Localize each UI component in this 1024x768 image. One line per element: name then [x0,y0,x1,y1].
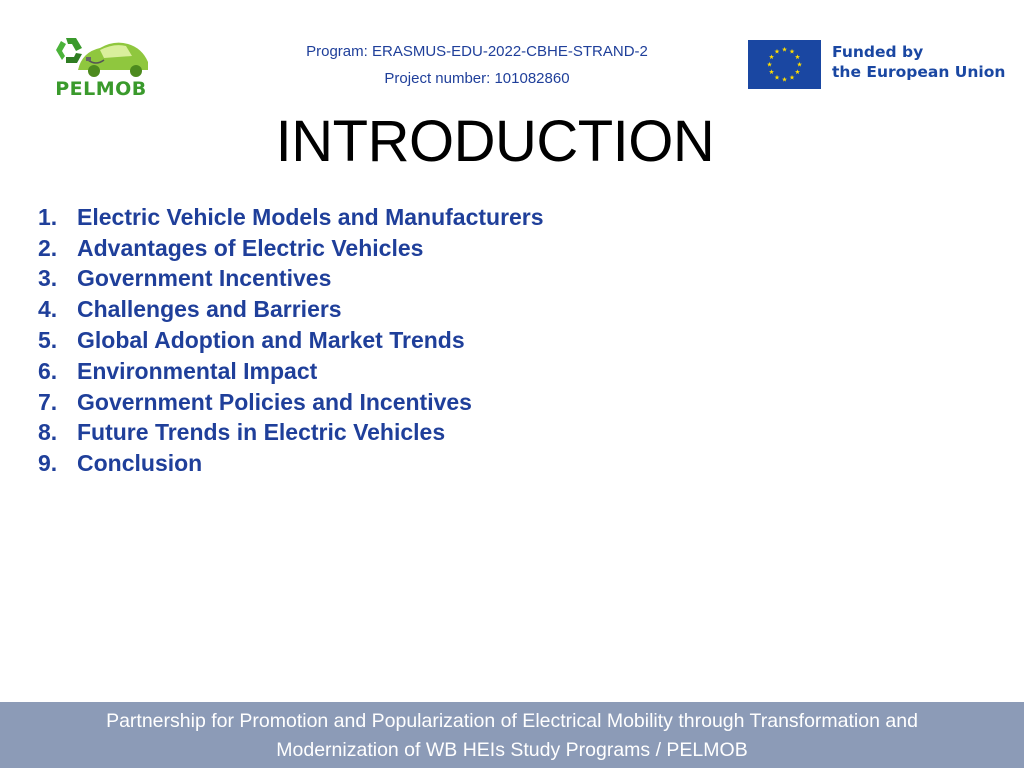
list-item [38,264,544,295]
item-label: Future Trends in Electric Vehicles [77,419,446,446]
item-number: 5. [38,327,58,354]
project-number: Project number: 101082860 [384,70,570,87]
item-label: Environmental Impact [77,357,318,384]
list-item [38,294,544,325]
footer-line2: Modernization of WB HEIs Study Programs / PELMOB [276,739,748,761]
pelmob-logo [48,30,154,102]
page-title: INTRODUCTION [275,109,715,174]
item-label: Electric Vehicle Models and Manufacturers [77,203,544,230]
program-info [250,38,704,92]
eu-funding-text [832,42,1005,82]
list-item [38,448,544,479]
item-label: Government Policies and Incentives [77,388,472,415]
list-item [38,202,544,233]
item-number: 2. [38,234,58,261]
eu-flag-icon [748,40,821,89]
list-item [38,356,544,387]
item-number: 4. [38,296,58,323]
list-item [38,387,544,418]
item-label: Challenges and Barriers [77,296,342,323]
logo-text: PELMOB [55,78,147,100]
item-label: Conclusion [77,450,203,477]
list-item [38,325,544,356]
table-of-contents [38,202,544,479]
item-number: 7. [38,388,58,415]
item-number: 9. [38,450,58,477]
item-number: 3. [38,265,58,292]
eu-line2: the European Union [832,63,1006,81]
item-number: 1. [38,203,58,230]
item-label: Government Incentives [77,265,332,292]
item-label: Global Adoption and Market Trends [77,327,465,354]
list-item [38,418,544,449]
list-item [38,233,544,264]
program-line: Program: ERASMUS-EDU-2022-CBHE-STRAND-2 [306,43,648,60]
item-number: 6. [38,357,58,384]
footer-banner [0,702,1024,768]
pelmob-logo-icon [48,30,154,80]
footer-line1: Partnership for Promotion and Popularization of Electrical Mobility through Transformation and [106,710,918,732]
item-number: 8. [38,419,58,446]
eu-line1: Funded by [832,43,924,61]
item-label: Advantages of Electric Vehicles [77,234,424,261]
